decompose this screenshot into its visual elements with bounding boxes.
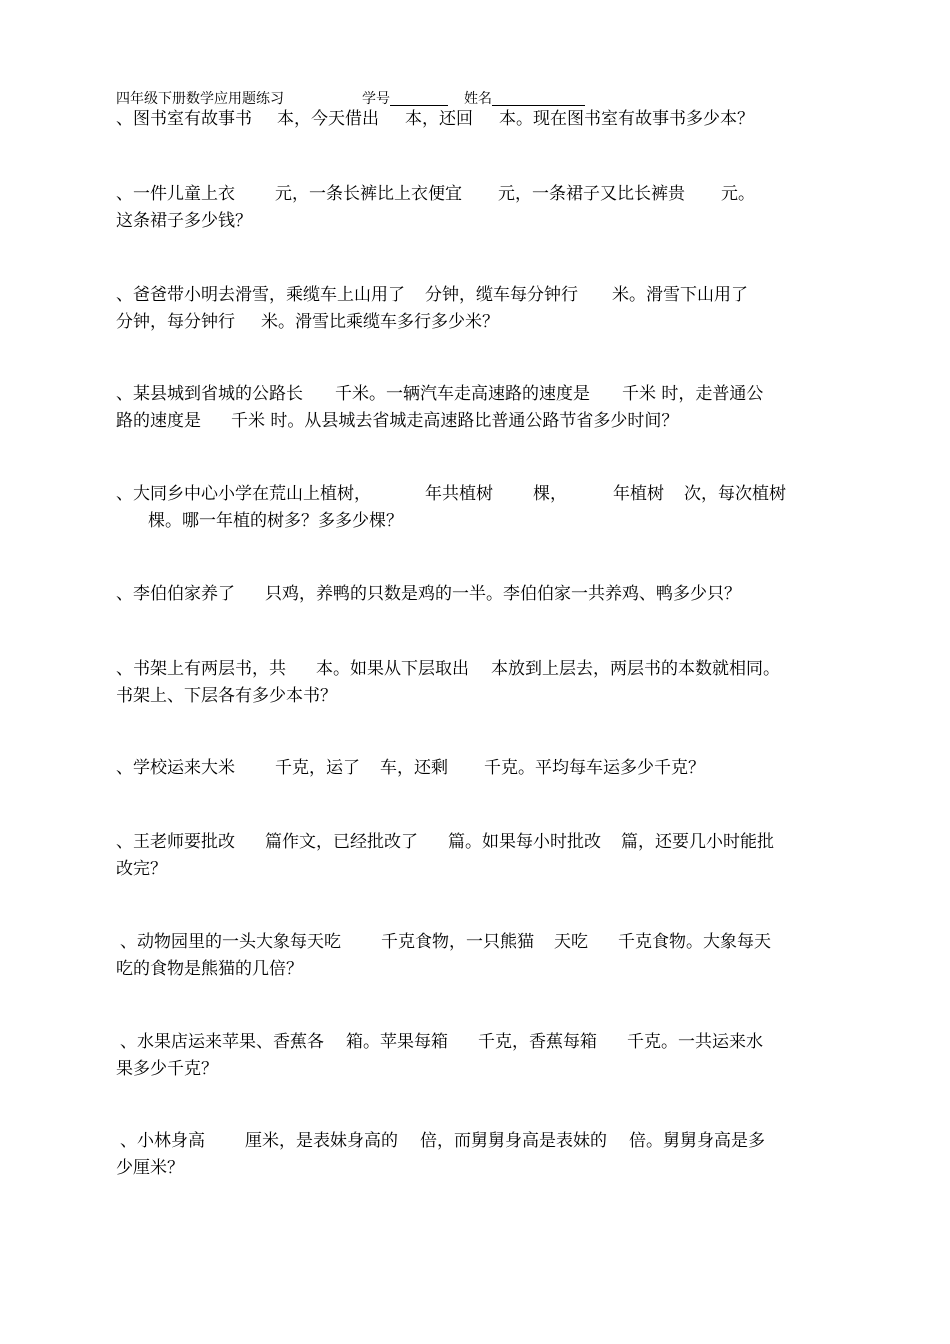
- text-segment: 天吃: [554, 932, 588, 952]
- text-segment: 千克。一共运来水: [627, 1032, 763, 1052]
- text-segment: 千克，香蕉每箱: [478, 1032, 597, 1052]
- question-2: [116, 181, 856, 235]
- text-segment: 千米 时。从县城去省城走高速路比普通公路节省多少时间？: [231, 411, 679, 431]
- text-segment: 本，今天借出: [277, 109, 379, 129]
- text-segment: 、图书室有故事书: [116, 109, 252, 129]
- question-10: [116, 929, 856, 983]
- question-line: [116, 106, 856, 133]
- question-line: [116, 829, 856, 856]
- question-line: [116, 1029, 856, 1056]
- text-segment: 果多少千克？: [116, 1059, 218, 1079]
- text-segment: 千克，运了: [275, 758, 360, 778]
- question-line: [116, 208, 856, 235]
- text-segment: 箱。苹果每箱: [346, 1032, 448, 1052]
- text-segment: 米。滑雪比乘缆车多行多少米？: [261, 312, 499, 332]
- text-segment: 只鸡，养鸭的只数是鸡的一半。李伯伯家一共养鸡、鸭多少只？: [265, 584, 741, 604]
- text-segment: 本。现在图书室有故事书多少本？: [499, 109, 754, 129]
- question-11: [116, 1029, 856, 1083]
- text-segment: 千米 时，走普通公: [622, 384, 764, 404]
- worksheet-title: 四年级下册数学应用题练习: [116, 91, 284, 107]
- text-segment: 篇作文，已经批改了: [265, 832, 418, 852]
- text-segment: 、李伯伯家养了: [116, 584, 235, 604]
- text-segment: 年植树: [613, 484, 664, 504]
- question-line: [116, 683, 856, 710]
- text-segment: 改完？: [116, 859, 167, 879]
- question-line: [116, 1128, 856, 1155]
- text-segment: 米。滑雪下山用了: [612, 285, 748, 305]
- text-segment: 年共植树: [425, 484, 493, 504]
- question-6: [116, 581, 856, 608]
- question-12: [116, 1128, 856, 1182]
- question-line: [116, 282, 856, 309]
- question-line: [116, 856, 856, 883]
- question-line: [116, 755, 856, 782]
- text-segment: 、动物园里的一头大象每天吃: [120, 932, 341, 952]
- text-segment: 倍。舅舅身高是多: [629, 1131, 765, 1151]
- text-segment: 这条裙子多少钱？: [116, 211, 252, 231]
- question-line: [116, 581, 856, 608]
- question-line: [116, 381, 856, 408]
- text-segment: 千克。平均每车运多少千克？: [484, 758, 705, 778]
- text-segment: 、大同乡中心小学在荒山上植树，: [116, 484, 371, 504]
- text-segment: 分钟，每分钟行: [116, 312, 235, 332]
- student-number-blank[interactable]: [390, 91, 448, 106]
- student-name-label: 姓名: [464, 91, 492, 107]
- question-line: [116, 508, 856, 535]
- text-segment: 元。: [721, 184, 755, 204]
- text-segment: 棵，: [533, 484, 567, 504]
- text-segment: 、水果店运来苹果、香蕉各: [120, 1032, 324, 1052]
- question-9: [116, 829, 856, 883]
- text-segment: 千克食物，一只熊猫: [381, 932, 534, 952]
- question-line: [116, 481, 856, 508]
- text-segment: 本放到上层去，两层书的本数就相同。: [491, 659, 780, 679]
- question-line: [116, 1155, 856, 1182]
- text-segment: 、书架上有两层书，共: [116, 659, 286, 679]
- text-segment: 、王老师要批改: [116, 832, 235, 852]
- text-segment: 、小林身高: [120, 1131, 205, 1151]
- text-segment: 千米。一辆汽车走高速路的速度是: [335, 384, 590, 404]
- question-line: [116, 309, 856, 336]
- text-segment: 车，还剩: [380, 758, 448, 778]
- question-line: [116, 1056, 856, 1083]
- question-line: [116, 656, 856, 683]
- question-4: [116, 381, 856, 435]
- question-3: [116, 282, 856, 336]
- question-line: [116, 408, 856, 435]
- text-segment: 分钟，缆车每分钟行: [425, 285, 578, 305]
- question-line: [116, 181, 856, 208]
- text-segment: 千克食物。大象每天: [618, 932, 771, 952]
- question-7: [116, 656, 856, 710]
- text-segment: 、某县城到省城的公路长: [116, 384, 303, 404]
- text-segment: 棵。哪一年植的树多？多多少棵？: [148, 511, 403, 531]
- text-segment: 元，一条长裤比上衣便宜: [275, 184, 462, 204]
- text-segment: 本。如果从下层取出: [316, 659, 469, 679]
- student-number-label: 学号: [362, 91, 390, 107]
- text-segment: 、学校运来大米: [116, 758, 235, 778]
- text-segment: 元，一条裙子又比长裤贵: [498, 184, 685, 204]
- question-line: [116, 929, 856, 956]
- worksheet-header: [116, 88, 585, 108]
- text-segment: 路的速度是: [116, 411, 201, 431]
- text-segment: 次，每次植树: [684, 484, 786, 504]
- text-segment: 篇。如果每小时批改: [448, 832, 601, 852]
- text-segment: 、一件儿童上衣: [116, 184, 235, 204]
- text-segment: 、爸爸带小明去滑雪，乘缆车上山用了: [116, 285, 405, 305]
- text-segment: 篇，还要几小时能批: [621, 832, 774, 852]
- question-1: [116, 106, 856, 133]
- question-line: [116, 956, 856, 983]
- text-segment: 本，还回: [405, 109, 473, 129]
- text-segment: 少厘米？: [116, 1158, 184, 1178]
- text-segment: 厘米，是表妹身高的: [245, 1131, 398, 1151]
- question-5: [116, 481, 856, 535]
- text-segment: 吃的食物是熊猫的几倍？: [116, 959, 303, 979]
- text-segment: 倍，而舅舅身高是表妹的: [420, 1131, 607, 1151]
- text-segment: 书架上、下层各有多少本书？: [116, 686, 337, 706]
- student-name-blank[interactable]: [492, 91, 585, 106]
- question-8: [116, 755, 856, 782]
